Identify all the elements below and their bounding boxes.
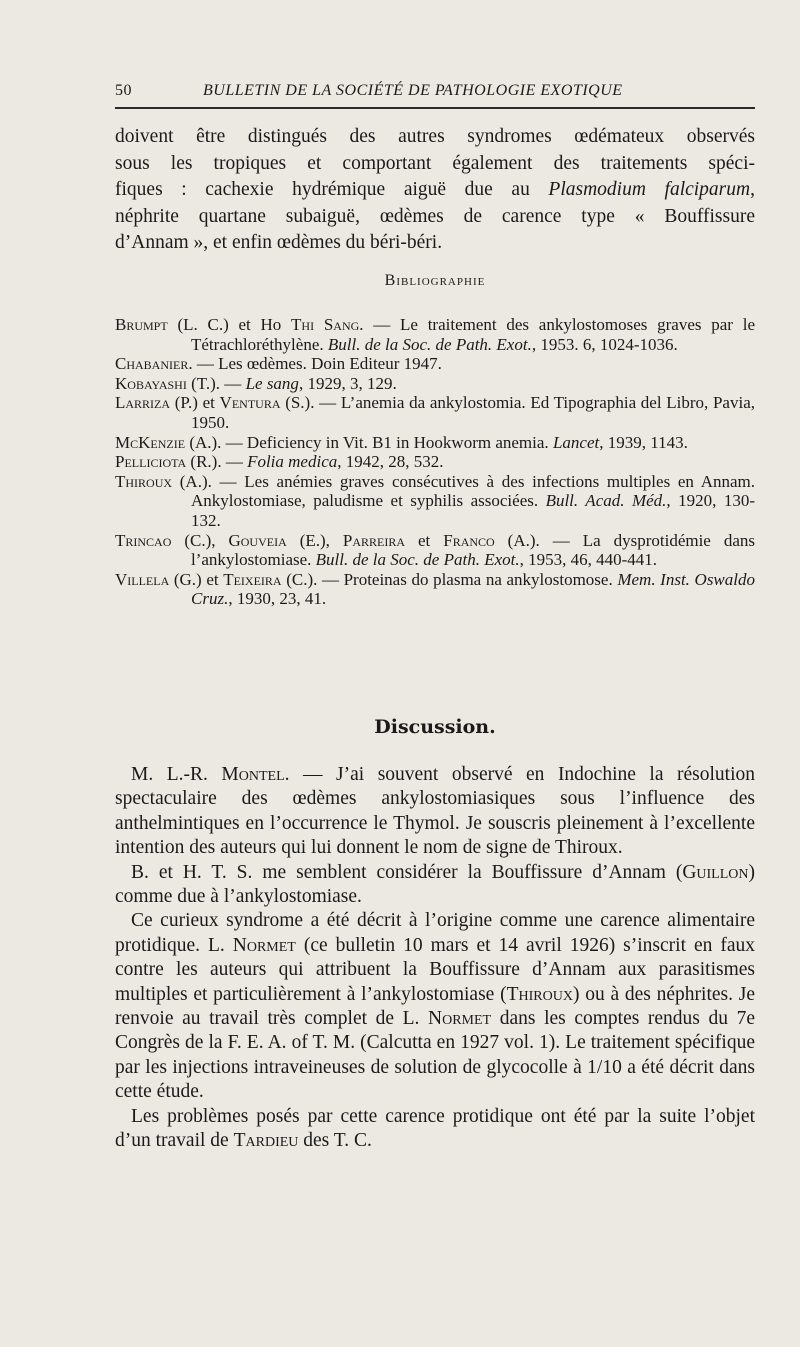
ref-text: (C.), — [171, 530, 229, 550]
journal-title: Le sang — [245, 373, 299, 393]
page-number: 50 — [115, 82, 132, 99]
ref-text: , 1930, 23, 41. — [228, 589, 327, 609]
author-name: Gouveia — [228, 530, 287, 550]
ref-text: . — Le traitement des ankylostomoses graves par le Tétrachloréthylène. — [191, 315, 755, 354]
ref-text: (A.). — Deficiency in Vit. B1 in Hookworm anemia. — [185, 432, 553, 452]
ref-text: (C.). — Proteinas do plasma na ankylostomose. — [281, 569, 618, 589]
body-text: Les problèmes posés par cette carence protidique ont été par la suite l’objet d’un travail de — [115, 1105, 755, 1152]
intro-line: néphrite quartane subaiguë, œdèmes de carence type « Bouffissure — [115, 205, 755, 227]
ref-text: (E.), — [286, 530, 343, 550]
running-title: BULLETIN DE LA SOCIÉTÉ DE PATHOLOGIE EXOTIQUE — [203, 82, 623, 99]
ref-text: (L. C.) et Ho — [167, 315, 292, 334]
author-name: Montel — [221, 764, 285, 785]
author-name: Larriza — [115, 393, 171, 413]
reference-entry — [115, 354, 755, 374]
body-text: B. et H. T. S. me semblent considérer la Bouffissure d’Annam ( — [131, 861, 683, 883]
discussion-paragraph — [115, 1105, 755, 1154]
ref-text: (A.). — Les anémies graves consécutives à des infections multiples en Annam. Ankylostomiase, paludisme et syphilis associées. — [172, 471, 755, 511]
author-name: Pelliciota — [115, 452, 187, 472]
body-text: . — J’ai souvent observé en Indochine la résolution spectaculaire des œdèmes ankylostomiasiques sous l’influence des anthelmintiques en l’occurrence le Thymol. Je souscris pleinement à l’excellente intention des auteurs qui lui donnent le nom de signe de Thiroux. — [115, 764, 755, 859]
author-name: Tardieu — [233, 1130, 299, 1152]
journal-title: Folia medica — [247, 452, 338, 472]
author-name: Kobayashi — [115, 373, 187, 393]
intro-paragraph — [115, 124, 755, 257]
ref-text: , 1920, 130-132. — [191, 491, 755, 530]
body-text: dans les comptes rendus du 7e Congrès de la F. E. A. of T. M. (Calcutta en 1927 vol. 1). Le traitement spécifique par les injections intraveineuses de solution de glycocolle à 1/10 a été décrit dans cette étude. — [115, 1008, 755, 1103]
discussion-paragraph — [115, 763, 755, 861]
author-name: Brumpt — [115, 315, 168, 334]
body-text: (ce bulletin 10 mars et 14 avril 1926) s’inscrit en faux contre les auteurs qui attribuent la Bouffissure d’Annam aux parasitismes multiples et particulièrement à l’ankylostomiase ( — [115, 934, 755, 1005]
author-name: McKenzie — [115, 432, 186, 452]
reference-entry — [115, 452, 755, 472]
ref-text: (R.). — — [186, 452, 248, 472]
ref-text: et — [405, 530, 444, 550]
intro-line: d’Annam », et enfin œdèmes du béri-béri. — [115, 232, 443, 254]
discussion-paragraph — [115, 861, 755, 910]
ref-text: (G.) et — [169, 569, 224, 589]
intro-line: sous les tropiques et comportant également des traitements spéci- — [115, 152, 755, 174]
author-name: Normet — [428, 1008, 492, 1030]
intro-line — [115, 177, 755, 204]
ref-text: , 1942, 28, 532. — [337, 452, 444, 472]
discussion-paragraph — [115, 909, 755, 1104]
intro-text: , — [750, 179, 755, 201]
intro-text: fiques : cachexie hydrémique aiguë due au — [115, 179, 549, 201]
reference-entry — [115, 393, 755, 432]
body-text: des T. C. — [298, 1130, 372, 1152]
reference-entry — [115, 374, 755, 394]
author-name: Villela — [115, 569, 170, 589]
author-name: Thiroux — [506, 983, 573, 1005]
ref-text: (T.). — — [186, 373, 246, 393]
reference-entry — [115, 531, 755, 570]
reference-entry — [115, 315, 755, 354]
ref-text: , 1939, 1143. — [599, 432, 688, 452]
discussion-heading: Discussion. — [374, 716, 496, 738]
reference-entry — [115, 433, 755, 453]
bibliography-list — [115, 315, 755, 609]
journal-title: Lancet — [552, 432, 600, 452]
body-text: M. L.-R. — [131, 764, 222, 785]
author-name: Guillon — [682, 861, 749, 883]
author-name: Normet — [232, 934, 296, 956]
author-name: Franco — [443, 530, 495, 550]
journal-title: Bull. Acad. Méd. — [545, 491, 667, 511]
body-text: ) comme due à l’ankylostomiase. — [115, 861, 755, 908]
discussion-body — [115, 763, 755, 1154]
bibliography-heading: Bibliographie — [384, 272, 486, 289]
body-text: Ce curieux syndrome a été décrit à l’origine comme une carence alimentaire protidique. L. — [115, 910, 755, 956]
journal-title: Bull. de la Soc. de Path. Exot. — [315, 550, 520, 570]
ref-text: (P.) et — [170, 393, 220, 413]
journal-title: Bull. de la Soc. de Path. Exot. — [327, 334, 532, 354]
intro-line: doivent être distingués des autres syndromes œdémateux observés — [115, 126, 755, 147]
ref-text: , 1929, 3, 129. — [298, 373, 397, 393]
ref-text: . — Les œdèmes. Doin Editeur 1947. — [188, 354, 442, 374]
species-name: Plasmodium falciparum — [548, 179, 751, 201]
reference-entry — [115, 472, 755, 531]
author-name: Parreira — [342, 530, 406, 550]
ref-text: (S.). — L’anemia da ankylostomia. Ed Tipographia del Libro, Pavia, 1950. — [191, 393, 755, 432]
author-name: Thiroux — [115, 471, 173, 491]
reference-entry — [115, 570, 755, 609]
author-name: Trincao — [115, 530, 172, 550]
header-rule — [115, 107, 755, 109]
ref-text: (A.). — La dysprotidémie dans l’ankylostomiase. — [191, 530, 755, 570]
author-name: Teixeira — [223, 569, 282, 589]
author-name: Ventura — [219, 393, 281, 413]
ref-text: , 1953. 6, 1024-1036. — [531, 334, 678, 354]
ref-text: , 1953, 46, 440-441. — [519, 550, 658, 570]
journal-title: Mem. Inst. Oswaldo Cruz. — [191, 569, 755, 609]
author-name: Chabanier — [115, 354, 189, 374]
body-text: ) ou à des néphrites. Je renvoie au travail très complet de L. — [115, 983, 755, 1030]
author-name: Thi Sang — [291, 315, 360, 334]
